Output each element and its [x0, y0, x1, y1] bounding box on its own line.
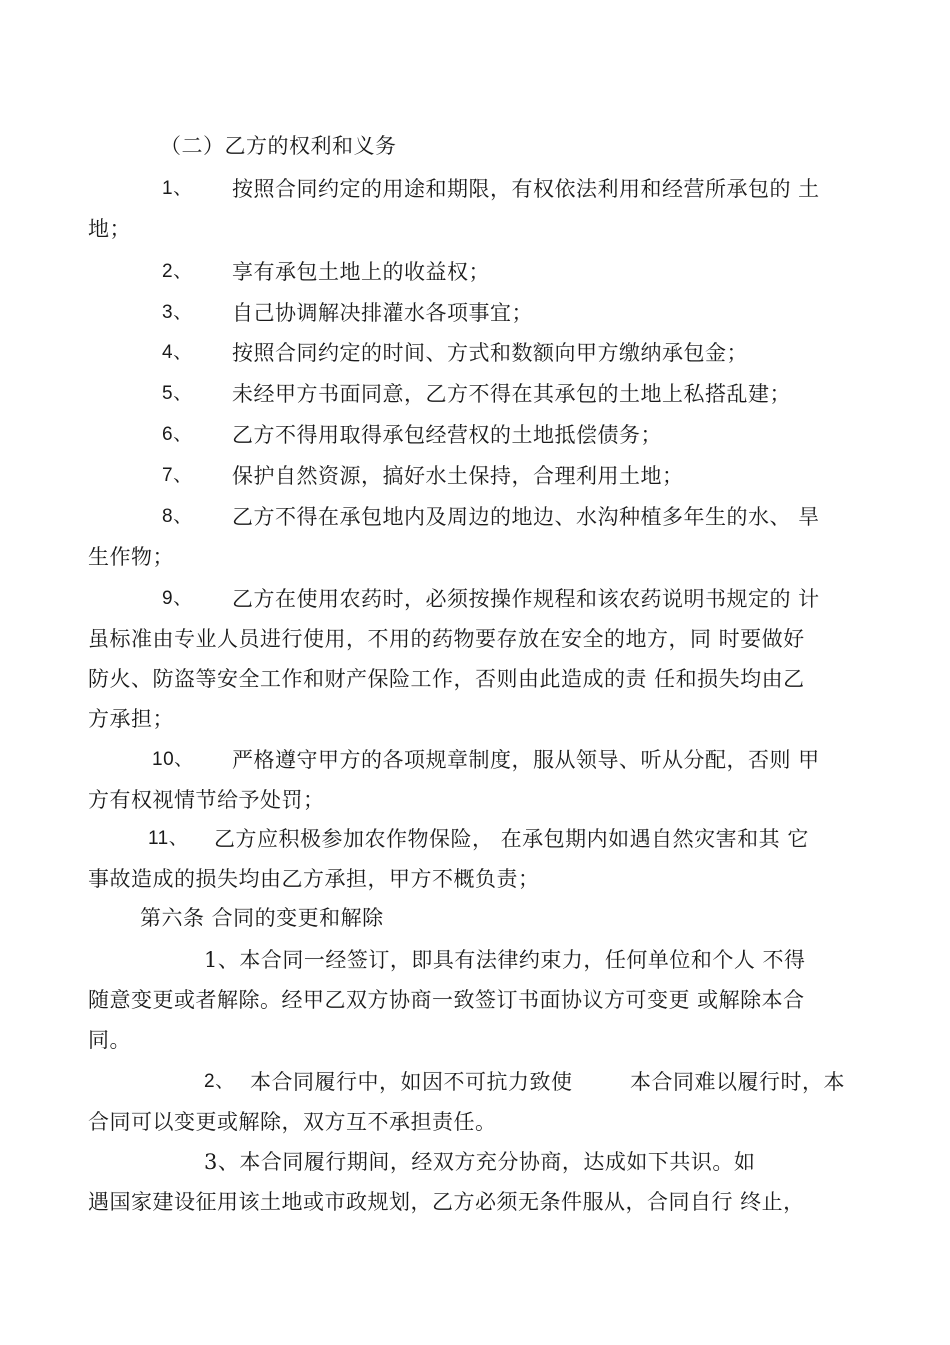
list-item — [88, 415, 860, 455]
item-number: 8、 — [162, 506, 193, 527]
clause-text: 本合同履行中，如因不可抗力致使 — [250, 1070, 573, 1094]
item-continuation: 方承担； — [88, 707, 174, 731]
list-item — [88, 333, 860, 373]
list-item — [88, 169, 860, 209]
item-continuation: 虽标准由专业人员进行使用，不用的药物要存放在安全的地方，同 时要做好 — [88, 627, 805, 651]
list-item — [88, 579, 860, 619]
clause — [88, 940, 860, 980]
item-continuation: 地； — [88, 217, 131, 241]
item-text: 乙方在使用农药时，必须按操作规程和该农药说明书规定的 计 — [232, 587, 820, 611]
item-continuation: 方有权视情节给予处罚； — [88, 788, 325, 812]
item-number: 7、 — [162, 465, 193, 486]
item-text: 严格遵守甲方的各项规章制度，服从领导、听从分配，否则 甲 — [232, 748, 820, 772]
item-continuation: 事故造成的损失均由乙方承担，甲方不概负责； — [88, 867, 540, 891]
list-item — [88, 819, 860, 859]
list-item — [88, 456, 860, 496]
clause-number: 2、 — [204, 1071, 235, 1092]
list-item — [88, 293, 860, 333]
list-item — [88, 497, 860, 537]
item-text: 按照合同约定的用途和期限，有权依法利用和经营所承包的 土 — [232, 177, 820, 201]
article-heading: 第六条 合同的变更和解除 — [140, 906, 384, 930]
clause-continuation: 遇国家建设征用该土地或市政规划，乙方必须无条件服从，合同自行 终止， — [88, 1190, 805, 1214]
item-number: 3、 — [162, 302, 193, 323]
list-item — [88, 740, 860, 780]
item-continuation: 防火、防盗等安全工作和财产保险工作，否则由此造成的责 任和损失均由乙 — [88, 667, 805, 691]
item-number: 6、 — [162, 424, 193, 445]
item-text: 乙方不得在承包地内及周边的地边、水沟种植多年生的水、 旱 — [232, 505, 820, 529]
item-text: 按照合同约定的时间、方式和数额向甲方缴纳承包金； — [232, 341, 748, 365]
clause-text: 1、本合同一经签订，即具有法律约束力，任何单位和个人 不得 — [204, 948, 806, 972]
item-text: 未经甲方书面同意，乙方不得在其承包的土地上私搭乱建； — [232, 382, 791, 406]
item-text: 自己协调解决排灌水各项事宜； — [232, 301, 533, 325]
list-item — [88, 252, 860, 292]
list-item — [88, 374, 860, 414]
section-heading: （二）乙方的权利和义务 — [160, 134, 397, 158]
item-number: 5、 — [162, 383, 193, 404]
item-text: 享有承包土地上的收益权； — [232, 260, 490, 284]
clause — [88, 1062, 860, 1102]
item-number: 1、 — [162, 178, 193, 199]
clause-text: 3、本合同履行期间，经双方充分协商，达成如下共识。如 — [204, 1150, 756, 1174]
item-text: 乙方应积极参加农作物保险， 在承包期内如遇自然灾害和其 它 — [214, 827, 809, 851]
item-continuation: 生作物； — [88, 545, 174, 569]
clause-text: 本合同难以履行时，本 — [630, 1070, 845, 1094]
item-number: 11、 — [148, 828, 189, 849]
item-number: 10、 — [152, 749, 194, 770]
clause — [88, 1142, 860, 1182]
item-number: 9、 — [162, 588, 193, 609]
clause-continuation: 合同可以变更或解除，双方互不承担责任。 — [88, 1110, 497, 1134]
clause-continuation: 随意变更或者解除。经甲乙双方协商一致签订书面协议方可变更 或解除本合 — [88, 988, 805, 1012]
item-text: 乙方不得用取得承包经营权的土地抵偿债务； — [232, 423, 662, 447]
item-number: 2、 — [162, 261, 193, 282]
item-text: 保护自然资源，搞好水土保持，合理利用土地； — [232, 464, 684, 488]
item-number: 4、 — [162, 342, 193, 363]
clause-continuation: 同。 — [88, 1028, 131, 1052]
